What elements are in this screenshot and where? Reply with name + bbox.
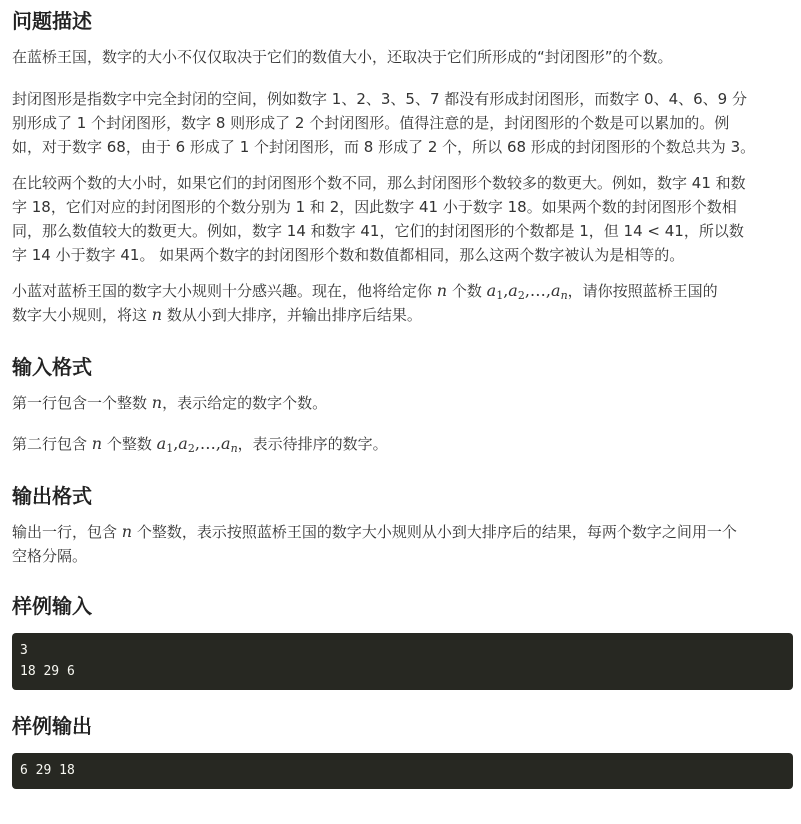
sample-input-title: 样例输入 (12, 594, 92, 618)
math-n: n (436, 281, 448, 300)
description-paragraph-3: 在比较两个数的大小时，如果它们的封闭图形个数不同，那么封闭图形个数较多的数更大。例如，数字 41 和数 字 18，它们对应的封闭图形的个数分别为 1 和 2，因此数字 41 小于数字 18。如果两个数的封闭图形个数相 同，那么数值较大的数更大。例如，数字 14 和数字 41，它们的封闭图形的个数都是 1，但 14 < 41，所以数 字 14 小于数字 41。 如果两个数字的封闭图形个数和数值都相同，那么这两个数字被认为是相等的。 (12, 174, 746, 264)
code-line: 18 29 6 (20, 664, 75, 679)
input-format-line-1: 第一行包含一个整数 n，表示给定的数字个数。 (12, 393, 328, 412)
output-format-paragraph: 输出一行，包含 n 个整数，表示按照蓝桥王国的数字大小规则从小到大排序后的结果，每两个数字之间用一个 空格分隔。 (12, 522, 737, 565)
input-format-title: 输入格式 (12, 355, 92, 379)
math-n: n (151, 393, 163, 412)
sample-output-code-block[interactable] (12, 753, 793, 789)
code-line: 6 29 18 (20, 763, 75, 778)
description-paragraph-4: 小蓝对蓝桥王国的数字大小规则十分感兴趣。现在，他将给定你 n 个数 $a_1,a_2,\dots,a_n$，请你按照蓝桥王国的 数字大小规则，将这 n 数从小到大排序，并输出排序后结果。 (12, 281, 718, 324)
sample-input-code-block[interactable] (12, 633, 793, 690)
math-sequence: $a_1,a_2,\dots,a_n$ (156, 434, 238, 455)
sample-output-title: 样例输出 (12, 714, 92, 738)
code-line: 3 (20, 643, 28, 658)
description-title: 问题描述 (12, 9, 92, 33)
input-format-line-2: 第二行包含 n 个整数 $a_1,a_2,\dots,a_n$，表示待排序的数字。 (12, 434, 388, 455)
math-sequence: $a_1,a_2,\dots,a_n$ (486, 281, 568, 302)
math-n: n (121, 522, 133, 541)
description-paragraph-2: 封闭图形是指数字中完全封闭的空间，例如数字 1、2、3、5、7 都没有形成封闭图形，而数字 0、4、6、9 分 别形成了 1 个封闭图形，数字 8 则形成了 2 个封闭图形。值得注意的是，封闭图形的个数是可以累加的。例 如，对于数字 68，由于 6 形成了 1 个封闭图形，而 8 形成了 2 个，所以 68 形成的封闭图形的个数总共为 3。 (12, 90, 756, 156)
description-paragraph-1: 在蓝桥王国，数字的大小不仅仅取决于它们的数值大小，还取决于它们所形成的“封闭图形”的个数。 (12, 48, 673, 66)
math-n: n (91, 434, 103, 453)
output-format-title: 输出格式 (12, 484, 92, 508)
math-n: n (151, 305, 163, 324)
